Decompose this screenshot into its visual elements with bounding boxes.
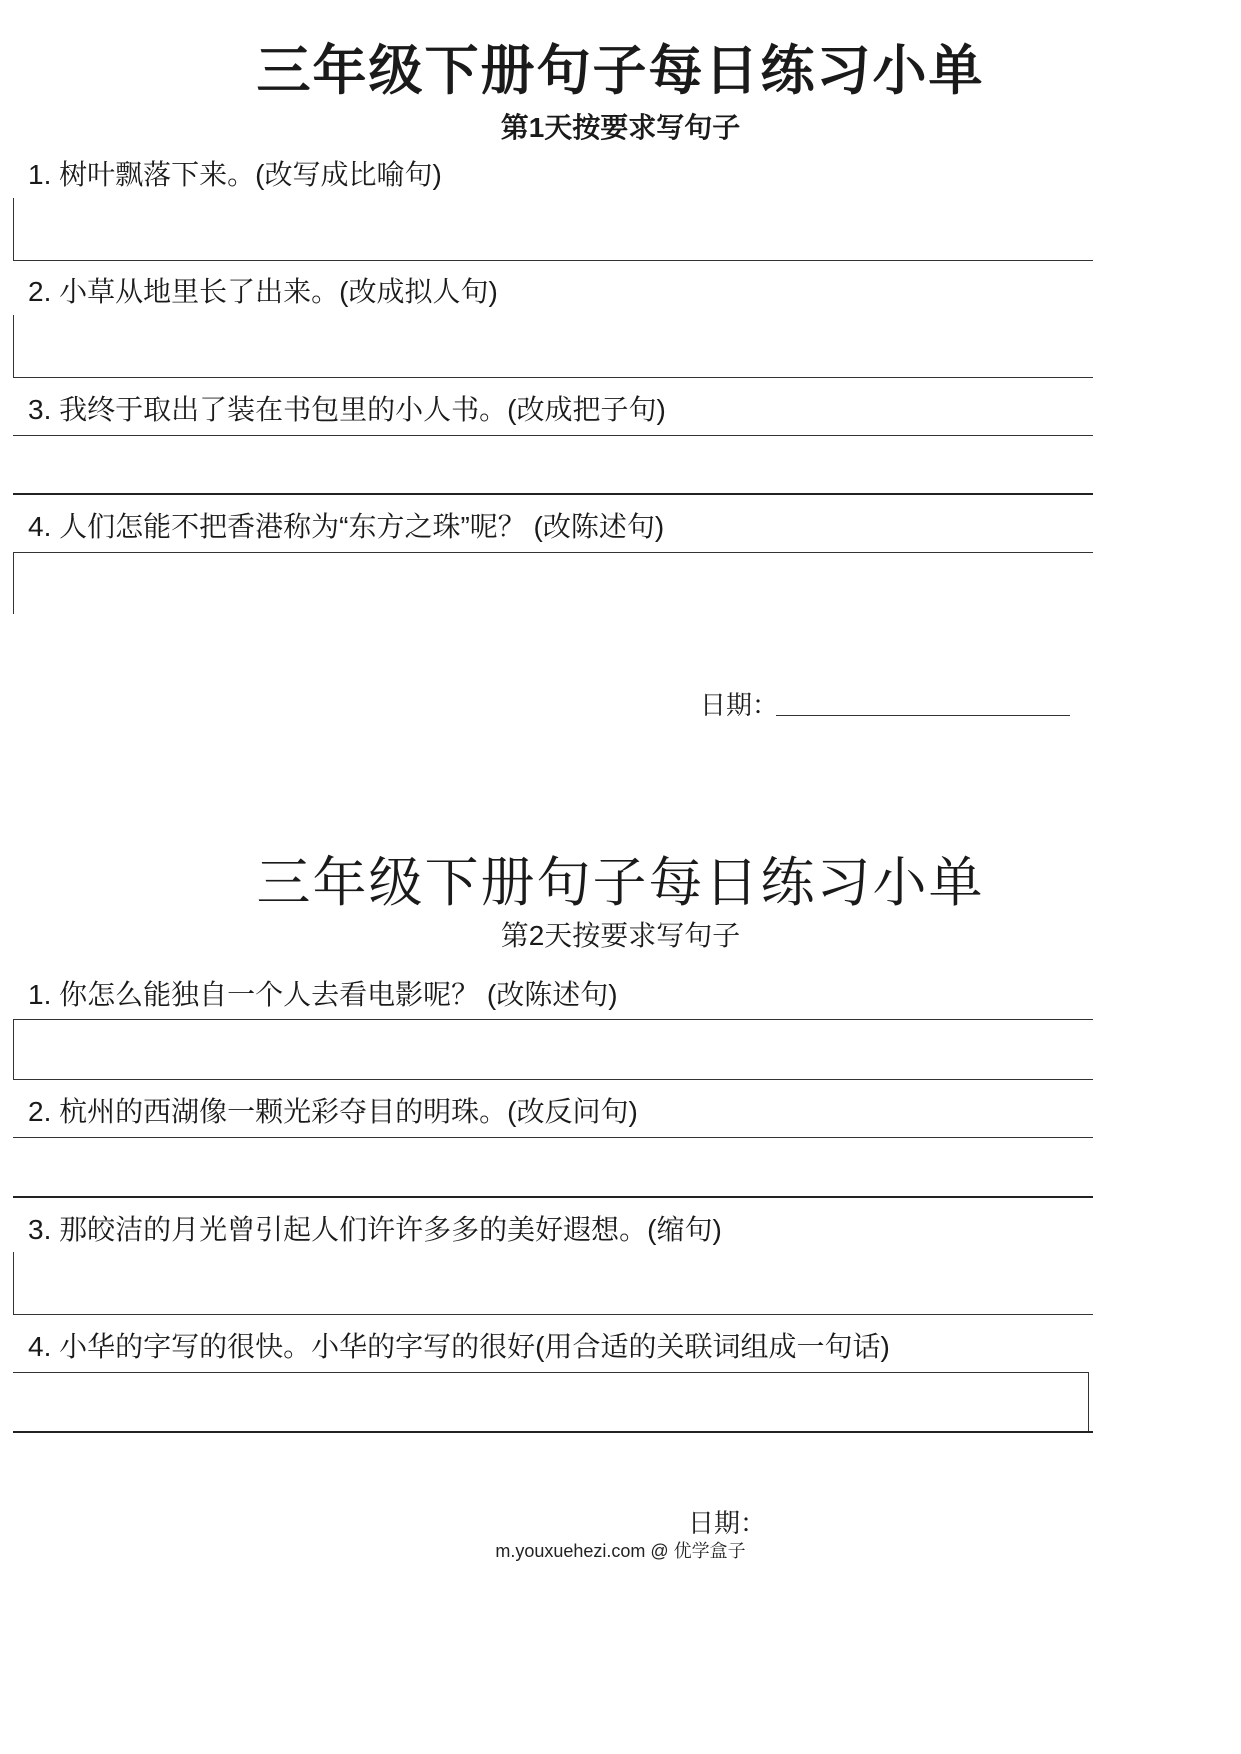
- day1-title: 三年级下册句子每日练习小单: [256, 41, 985, 101]
- day2-question-1: 1. 你怎么能独自一个人去看电影呢？ (改陈述句): [28, 979, 618, 1010]
- day1-question-2: 2. 小草从地里长了出来。(改成拟人句): [28, 276, 498, 307]
- answer-box-edge: [13, 315, 14, 377]
- day2-answer-line-1b[interactable]: [13, 1079, 1093, 1080]
- answer-box-edge: [13, 1252, 14, 1314]
- day2-question-2: 2. 杭州的西湖像一颗光彩夺目的明珠。(改反问句): [28, 1096, 638, 1127]
- answer-box-edge: [13, 198, 14, 260]
- day2-answer-line-4b[interactable]: [13, 1431, 1093, 1433]
- answer-box-edge: [13, 552, 14, 614]
- day2-date-label: 日期：: [688, 1508, 767, 1538]
- day1-answer-line-1[interactable]: [13, 260, 1093, 261]
- day2-answer-line-3[interactable]: [13, 1314, 1093, 1315]
- day1-date-field[interactable]: [776, 715, 1070, 716]
- day1-date-label: 日期：: [700, 690, 779, 720]
- answer-box-edge: [13, 1019, 14, 1079]
- day1-answer-line-3a[interactable]: [13, 435, 1093, 436]
- day1-question-1: 1. 树叶飘落下来。(改写成比喻句): [28, 159, 442, 190]
- day1-subtitle: 第1天按要求写句子: [500, 112, 741, 143]
- day2-title: 三年级下册句子每日练习小单: [256, 853, 985, 913]
- answer-box-edge: [1088, 1372, 1089, 1432]
- day1-answer-line-2[interactable]: [13, 377, 1093, 378]
- day2-answer-line-1a[interactable]: [13, 1019, 1093, 1020]
- day1-question-3: 3. 我终于取出了装在书包里的小人书。(改成把子句): [28, 394, 666, 425]
- day2-subtitle: 第2天按要求写句子: [500, 920, 741, 951]
- day2-answer-line-2b[interactable]: [13, 1196, 1093, 1198]
- watermark-text: m.youxuehezi.com @ 优学盒子: [495, 1541, 746, 1561]
- day1-question-4: 4. 人们怎能不把香港称为“东方之珠”呢？ (改陈述句): [28, 511, 665, 542]
- day2-answer-line-4a[interactable]: [13, 1372, 1089, 1373]
- day2-answer-line-2a[interactable]: [13, 1137, 1093, 1138]
- day2-question-3: 3. 那皎洁的月光曾引起人们许许多多的美好遐想。(缩句): [28, 1214, 722, 1245]
- day2-question-4: 4. 小华的字写的很快。小华的字写的很好(用合适的关联词组成一句话): [28, 1331, 890, 1362]
- day1-answer-line-4[interactable]: [13, 552, 1093, 553]
- day1-answer-line-3b[interactable]: [13, 493, 1093, 495]
